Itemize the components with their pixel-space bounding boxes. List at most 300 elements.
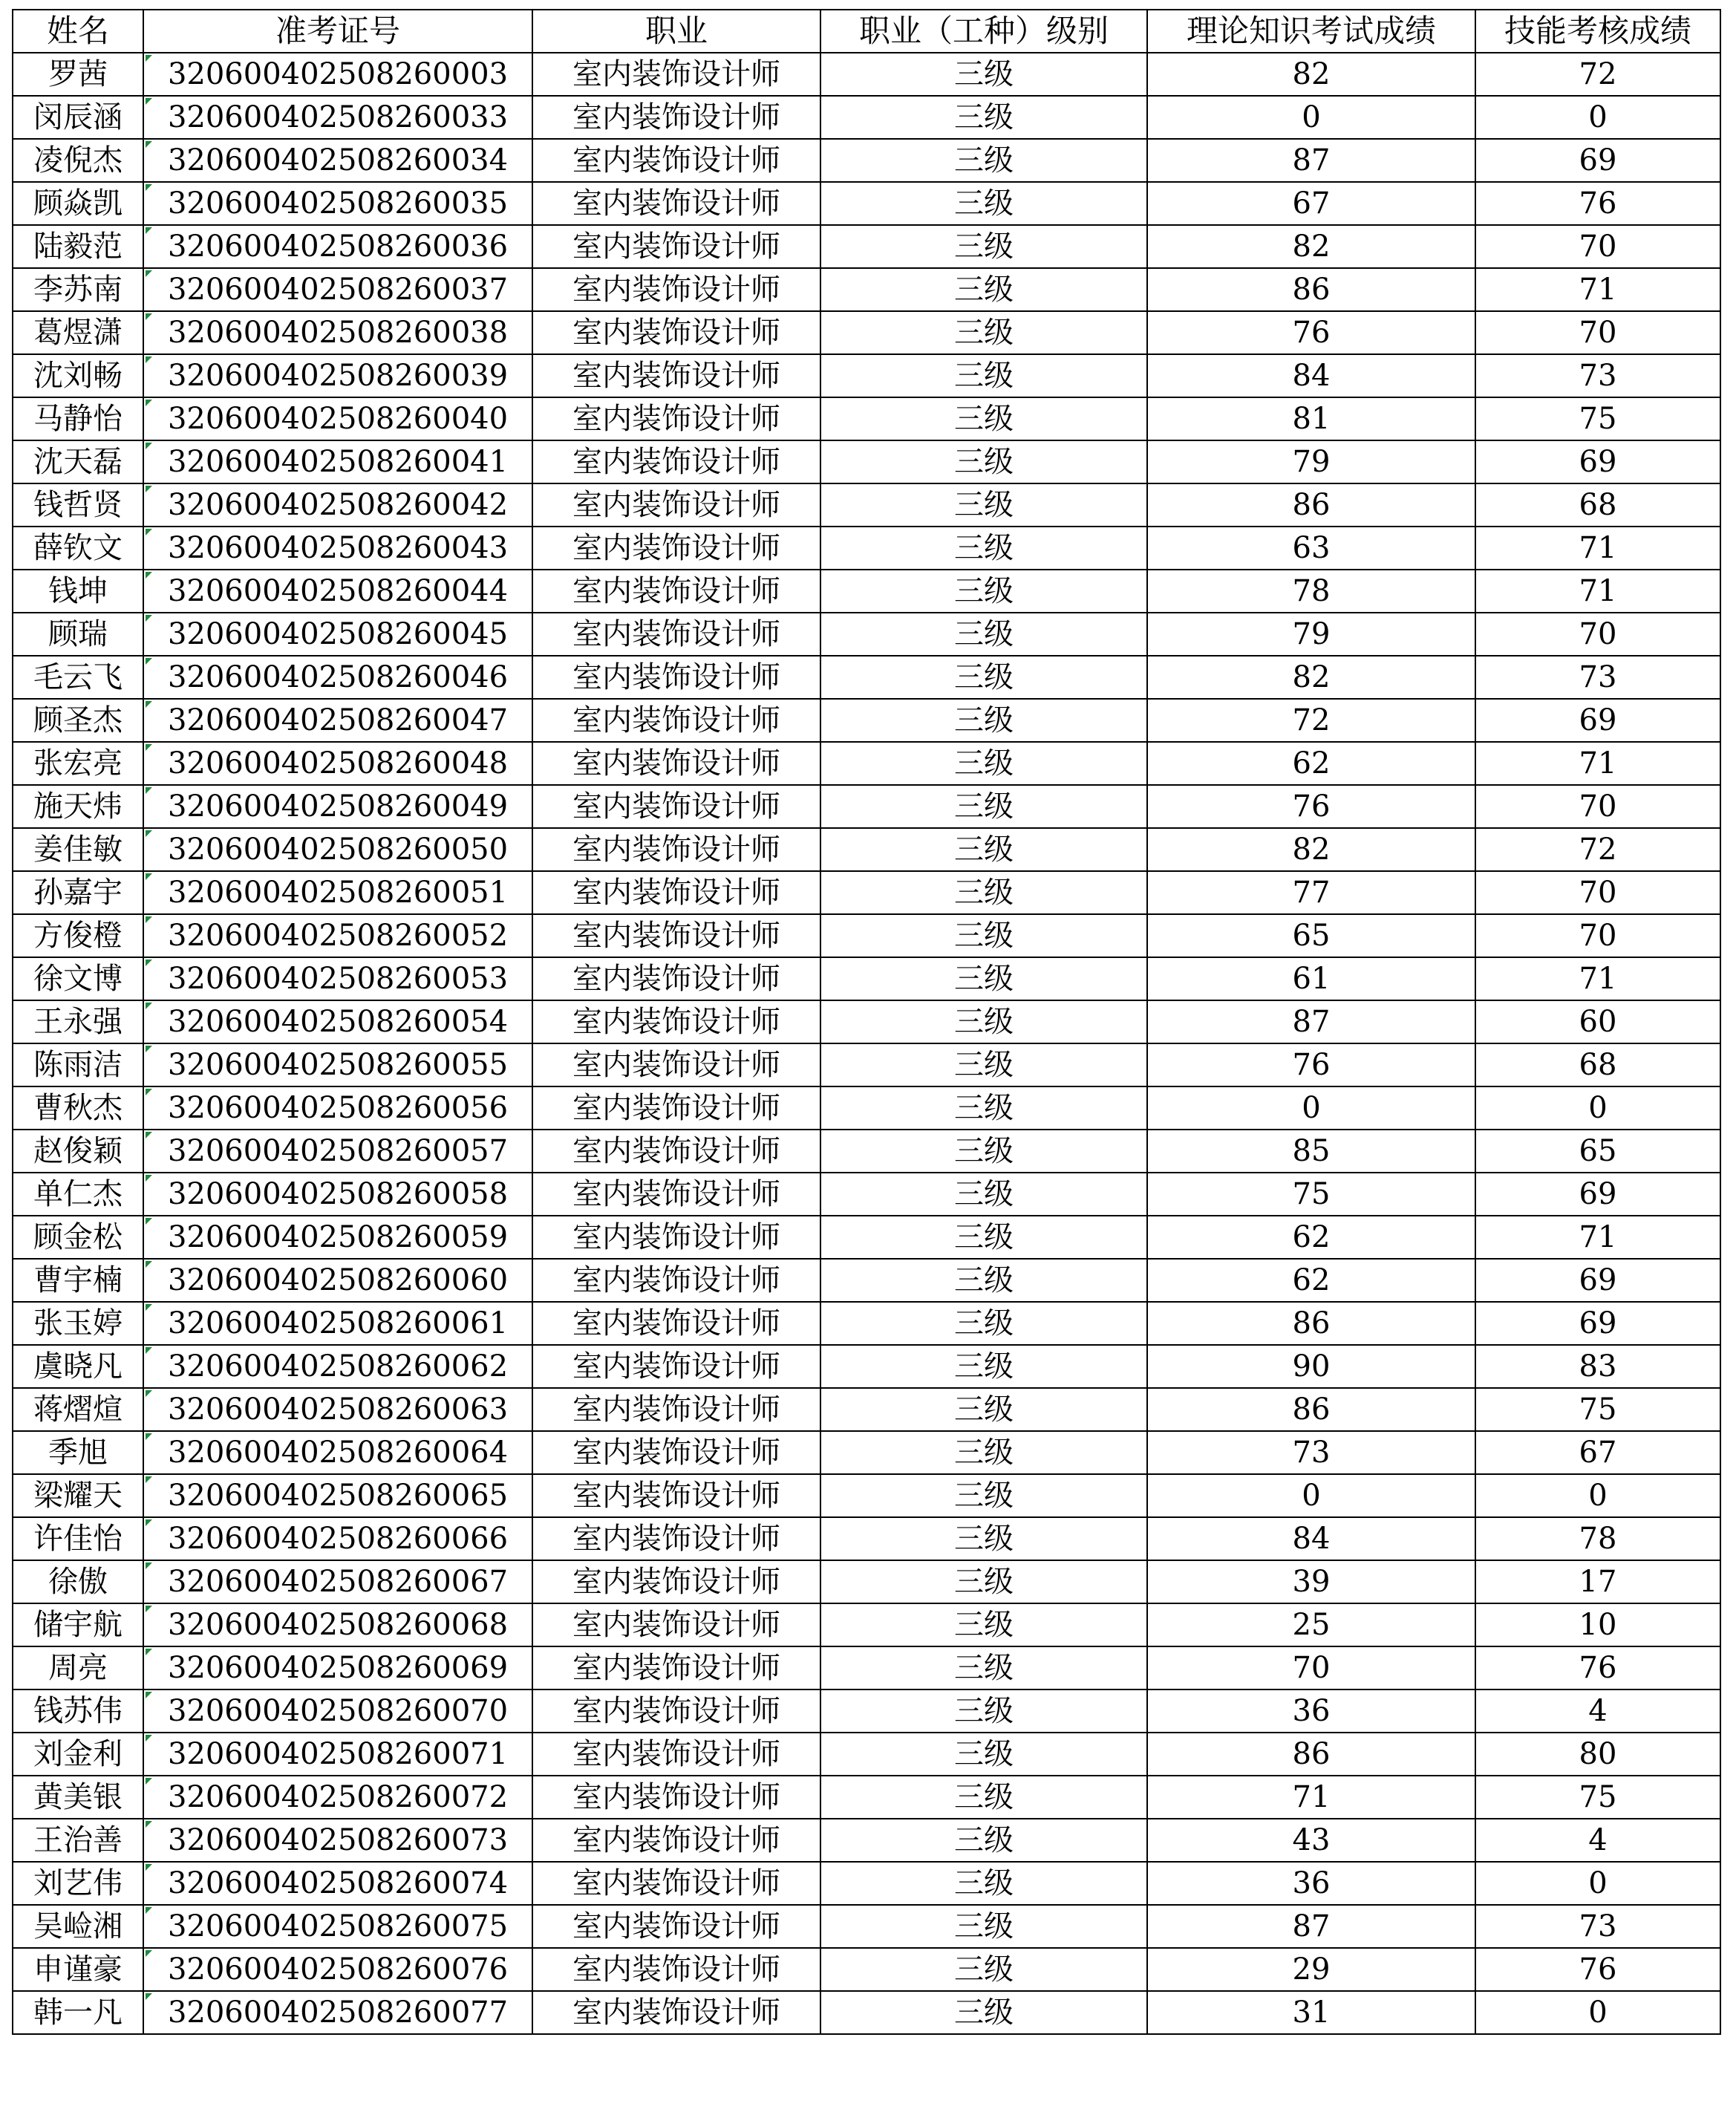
table-row [13,1517,1720,1560]
theory-score-cell: 72 [1147,699,1475,742]
text-format-flag-icon [146,1433,152,1440]
name-cell: 薛钦文 [13,527,143,570]
name-cell: 沈刘畅 [13,354,143,397]
level-cell: 三级 [820,785,1147,828]
exam-id-text: 320600402508260069 [167,1651,509,1685]
table-row [13,828,1720,871]
skill-score-cell: 71 [1475,742,1720,785]
occupation-cell: 室内装饰设计师 [532,225,820,268]
exam-id-cell [143,1905,532,1948]
theory-score-cell: 61 [1147,957,1475,1000]
level-cell: 三级 [820,1991,1147,2034]
exam-id-text: 320600402508260067 [167,1565,509,1599]
skill-score-cell: 0 [1475,1086,1720,1130]
theory-score-cell: 84 [1147,354,1475,397]
level-cell: 三级 [820,699,1147,742]
theory-score-cell: 86 [1147,1733,1475,1776]
level-cell: 三级 [820,570,1147,613]
exam-id-text: 320600402508260070 [167,1694,509,1728]
text-format-flag-icon [146,1692,152,1698]
exam-id-cell [143,1603,532,1646]
text-format-flag-icon [146,701,152,708]
occupation-cell: 室内装饰设计师 [532,1689,820,1733]
level-cell: 三级 [820,957,1147,1000]
level-cell: 三级 [820,1431,1147,1474]
skill-score-cell: 71 [1475,268,1720,311]
skill-score-cell: 73 [1475,1905,1720,1948]
table-row [13,139,1720,182]
exam-id-text: 320600402508260065 [167,1479,509,1513]
text-format-flag-icon [146,1563,152,1569]
exam-id-text: 320600402508260060 [167,1263,509,1297]
exam-id-text: 320600402508260055 [167,1048,509,1082]
skill-score-cell: 78 [1475,1517,1720,1560]
table-row [13,1173,1720,1216]
skill-score-cell: 70 [1475,785,1720,828]
level-cell: 三级 [820,1517,1147,1560]
text-format-flag-icon [146,615,152,622]
level-cell: 三级 [820,1043,1147,1086]
exam-id-cell [143,268,532,311]
exam-id-text: 320600402508260043 [167,531,509,565]
table-row [13,1560,1720,1603]
exam-id-text: 320600402508260052 [167,919,509,953]
skill-score-cell: 71 [1475,527,1720,570]
exam-id-cell [143,1000,532,1043]
theory-score-cell: 70 [1147,1646,1475,1689]
name-cell: 凌倪杰 [13,139,143,182]
text-format-flag-icon [146,1046,152,1052]
header-exam-id: 准考证号 [143,10,532,53]
header-skill-score: 技能考核成绩 [1475,10,1720,53]
exam-id-cell [143,1646,532,1689]
skill-score-cell: 73 [1475,656,1720,699]
occupation-cell: 室内装饰设计师 [532,1991,820,2034]
text-format-flag-icon [146,830,152,837]
occupation-cell: 室内装饰设计师 [532,828,820,871]
text-format-flag-icon [146,1821,152,1828]
name-cell: 方俊橙 [13,914,143,957]
exam-id-cell [143,527,532,570]
theory-score-cell: 78 [1147,570,1475,613]
skill-score-cell: 4 [1475,1819,1720,1862]
exam-id-text: 320600402508260051 [167,876,509,910]
exam-id-cell [143,311,532,354]
skill-score-cell: 65 [1475,1130,1720,1173]
exam-id-cell [143,699,532,742]
name-cell: 申谨豪 [13,1948,143,1991]
exam-id-cell [143,914,532,957]
occupation-cell: 室内装饰设计师 [532,1043,820,1086]
theory-score-cell: 85 [1147,1130,1475,1173]
exam-id-text: 320600402508260050 [167,832,509,867]
theory-score-cell: 76 [1147,785,1475,828]
occupation-cell: 室内装饰设计师 [532,1173,820,1216]
exam-id-cell [143,1173,532,1216]
exam-id-text: 320600402508260036 [167,229,509,264]
table-row [13,1043,1720,1086]
table-row [13,785,1720,828]
occupation-cell: 室内装饰设计师 [532,96,820,139]
skill-score-cell: 71 [1475,570,1720,613]
text-format-flag-icon [146,141,152,148]
theory-score-cell: 71 [1147,1776,1475,1819]
exam-id-cell [143,871,532,914]
name-cell: 顾瑞 [13,613,143,656]
occupation-cell: 室内装饰设计师 [532,527,820,570]
name-cell: 顾圣杰 [13,699,143,742]
exam-id-cell [143,1259,532,1302]
table-row [13,1776,1720,1819]
level-cell: 三级 [820,1733,1147,1776]
occupation-cell: 室内装饰设计师 [532,1948,820,1991]
name-cell: 刘金利 [13,1733,143,1776]
text-format-flag-icon [146,270,152,277]
exam-id-cell [143,1948,532,1991]
exam-id-text: 320600402508260063 [167,1392,509,1427]
theory-score-cell: 76 [1147,311,1475,354]
level-cell: 三级 [820,1948,1147,1991]
theory-score-cell: 87 [1147,1000,1475,1043]
name-cell: 李苏南 [13,268,143,311]
exam-id-text: 320600402508260037 [167,273,509,307]
exam-id-cell [143,1388,532,1431]
exam-id-cell [143,957,532,1000]
name-cell: 王治善 [13,1819,143,1862]
theory-score-cell: 86 [1147,483,1475,527]
exam-id-cell [143,1733,532,1776]
skill-score-cell: 68 [1475,483,1720,527]
header-occupation: 职业 [532,10,820,53]
theory-score-cell: 39 [1147,1560,1475,1603]
theory-score-cell: 82 [1147,225,1475,268]
level-cell: 三级 [820,1905,1147,1948]
name-cell: 虞晓凡 [13,1345,143,1388]
occupation-cell: 室内装饰设计师 [532,742,820,785]
occupation-cell: 室内装饰设计师 [532,1905,820,1948]
table-row [13,1819,1720,1862]
theory-score-cell: 73 [1147,1431,1475,1474]
name-cell: 韩一凡 [13,1991,143,2034]
exam-id-cell [143,785,532,828]
level-cell: 三级 [820,225,1147,268]
exam-id-text: 320600402508260059 [167,1220,509,1254]
table-row [13,53,1720,96]
theory-score-cell: 65 [1147,914,1475,957]
exam-id-text: 320600402508260077 [167,1995,509,2030]
occupation-cell: 室内装饰设计师 [532,268,820,311]
name-cell: 曹秋杰 [13,1086,143,1130]
skill-score-cell: 0 [1475,1862,1720,1905]
table-row [13,1259,1720,1302]
skill-score-cell: 76 [1475,1948,1720,1991]
occupation-cell: 室内装饰设计师 [532,483,820,527]
theory-score-cell: 86 [1147,268,1475,311]
exam-id-text: 320600402508260046 [167,660,509,694]
occupation-cell: 室内装饰设计师 [532,53,820,96]
text-format-flag-icon [146,443,152,449]
exam-id-cell [143,1043,532,1086]
theory-score-cell: 86 [1147,1388,1475,1431]
name-cell: 周亮 [13,1646,143,1689]
occupation-cell: 室内装饰设计师 [532,182,820,225]
exam-id-text: 320600402508260048 [167,746,509,781]
skill-score-cell: 69 [1475,1302,1720,1345]
name-cell: 顾金松 [13,1216,143,1259]
text-format-flag-icon [146,313,152,320]
header-name: 姓名 [13,10,143,53]
level-cell: 三级 [820,96,1147,139]
level-cell: 三级 [820,139,1147,182]
exam-id-text: 320600402508260074 [167,1866,509,1900]
table-row [13,1905,1720,1948]
text-format-flag-icon [146,98,152,105]
text-format-flag-icon [146,227,152,234]
theory-score-cell: 62 [1147,1259,1475,1302]
name-cell: 葛煜潇 [13,311,143,354]
table-row [13,527,1720,570]
exam-id-cell [143,483,532,527]
exam-id-cell [143,225,532,268]
occupation-cell: 室内装饰设计师 [532,1733,820,1776]
exam-id-text: 320600402508260041 [167,445,509,479]
table-row [13,1991,1720,2034]
occupation-cell: 室内装饰设计师 [532,354,820,397]
table-row [13,1130,1720,1173]
text-format-flag-icon [146,486,152,492]
occupation-cell: 室内装饰设计师 [532,957,820,1000]
table-row [13,440,1720,483]
exam-id-text: 320600402508260076 [167,1952,509,1987]
name-cell: 储宇航 [13,1603,143,1646]
level-cell: 三级 [820,1560,1147,1603]
theory-score-cell: 77 [1147,871,1475,914]
name-cell: 张玉婷 [13,1302,143,1345]
name-cell: 吴崄湘 [13,1905,143,1948]
skill-score-cell: 73 [1475,354,1720,397]
occupation-cell: 室内装饰设计师 [532,1474,820,1517]
exam-id-text: 320600402508260058 [167,1177,509,1211]
exam-id-cell [143,1776,532,1819]
skill-score-cell: 0 [1475,96,1720,139]
theory-score-cell: 25 [1147,1603,1475,1646]
table-row [13,742,1720,785]
occupation-cell: 室内装饰设计师 [532,570,820,613]
occupation-cell: 室内装饰设计师 [532,1302,820,1345]
theory-score-cell: 82 [1147,828,1475,871]
skill-score-cell: 4 [1475,1689,1720,1733]
table-row [13,1431,1720,1474]
level-cell: 三级 [820,1259,1147,1302]
name-cell: 许佳怡 [13,1517,143,1560]
name-cell: 季旭 [13,1431,143,1474]
name-cell: 梁耀天 [13,1474,143,1517]
text-format-flag-icon [146,184,152,191]
table-row [13,182,1720,225]
occupation-cell: 室内装饰设计师 [532,1517,820,1560]
skill-score-cell: 76 [1475,1646,1720,1689]
exam-id-cell [143,1689,532,1733]
name-cell: 闵辰涵 [13,96,143,139]
level-cell: 三级 [820,1689,1147,1733]
exam-id-cell [143,1302,532,1345]
level-cell: 三级 [820,1646,1147,1689]
occupation-cell: 室内装饰设计师 [532,311,820,354]
level-cell: 三级 [820,871,1147,914]
exam-id-text: 320600402508260075 [167,1909,509,1943]
theory-score-cell: 84 [1147,1517,1475,1560]
name-cell: 姜佳敏 [13,828,143,871]
skill-score-cell: 70 [1475,871,1720,914]
table-row [13,656,1720,699]
table-row [13,570,1720,613]
name-cell: 单仁杰 [13,1173,143,1216]
occupation-cell: 室内装饰设计师 [532,1862,820,1905]
skill-score-cell: 69 [1475,1259,1720,1302]
exam-id-cell [143,828,532,871]
text-format-flag-icon [146,1304,152,1311]
header-level: 职业（工种）级别 [820,10,1147,53]
exam-id-cell [143,1431,532,1474]
name-cell: 孙嘉宇 [13,871,143,914]
table-row [13,1474,1720,1517]
table-row [13,1388,1720,1431]
exam-id-cell [143,53,532,96]
name-cell: 钱坤 [13,570,143,613]
occupation-cell: 室内装饰设计师 [532,139,820,182]
exam-id-text: 320600402508260053 [167,962,509,996]
exam-id-text: 320600402508260003 [167,57,509,91]
level-cell: 三级 [820,1474,1147,1517]
theory-score-cell: 29 [1147,1948,1475,1991]
table-row [13,1646,1720,1689]
exam-id-text: 320600402508260064 [167,1436,509,1470]
skill-score-cell: 75 [1475,397,1720,440]
level-cell: 三级 [820,742,1147,785]
exam-id-cell [143,613,532,656]
skill-score-cell: 70 [1475,225,1720,268]
exam-id-text: 320600402508260061 [167,1306,509,1340]
text-format-flag-icon [146,1218,152,1225]
exam-id-text: 320600402508260044 [167,574,509,608]
occupation-cell: 室内装饰设计师 [532,397,820,440]
text-format-flag-icon [146,1003,152,1009]
table-row [13,225,1720,268]
exam-id-cell [143,440,532,483]
skill-score-cell: 71 [1475,1216,1720,1259]
skill-score-cell: 80 [1475,1733,1720,1776]
exam-id-text: 320600402508260042 [167,488,509,522]
skill-score-cell: 75 [1475,1388,1720,1431]
exam-id-cell [143,1130,532,1173]
name-cell: 张宏亮 [13,742,143,785]
occupation-cell: 室内装饰设计师 [532,1603,820,1646]
exam-id-text: 320600402508260057 [167,1134,509,1168]
level-cell: 三级 [820,483,1147,527]
occupation-cell: 室内装饰设计师 [532,1819,820,1862]
skill-score-cell: 0 [1475,1991,1720,2034]
level-cell: 三级 [820,311,1147,354]
text-format-flag-icon [146,916,152,923]
exam-id-text: 320600402508260066 [167,1522,509,1556]
theory-score-cell: 62 [1147,1216,1475,1259]
text-format-flag-icon [146,1778,152,1785]
text-format-flag-icon [146,1649,152,1655]
theory-score-cell: 90 [1147,1345,1475,1388]
exam-id-text: 320600402508260073 [167,1823,509,1857]
occupation-cell: 室内装饰设计师 [532,699,820,742]
name-cell: 沈天磊 [13,440,143,483]
name-cell: 徐文博 [13,957,143,1000]
level-cell: 三级 [820,182,1147,225]
theory-score-cell: 0 [1147,1086,1475,1130]
name-cell: 刘艺伟 [13,1862,143,1905]
name-cell: 赵俊颖 [13,1130,143,1173]
theory-score-cell: 79 [1147,440,1475,483]
occupation-cell: 室内装饰设计师 [532,1000,820,1043]
level-cell: 三级 [820,1302,1147,1345]
theory-score-cell: 86 [1147,1302,1475,1345]
level-cell: 三级 [820,1173,1147,1216]
skill-score-cell: 69 [1475,1173,1720,1216]
exam-id-text: 320600402508260054 [167,1005,509,1039]
exam-id-cell [143,656,532,699]
exam-id-text: 320600402508260034 [167,143,509,177]
text-format-flag-icon [146,356,152,363]
table-row [13,914,1720,957]
skill-score-cell: 67 [1475,1431,1720,1474]
theory-score-cell: 82 [1147,656,1475,699]
table-row [13,268,1720,311]
skill-score-cell: 83 [1475,1345,1720,1388]
text-format-flag-icon [146,1089,152,1095]
exam-id-cell [143,1517,532,1560]
header-row [13,10,1720,53]
text-format-flag-icon [146,1735,152,1741]
text-format-flag-icon [146,787,152,794]
skill-score-cell: 72 [1475,828,1720,871]
level-cell: 三级 [820,354,1147,397]
text-format-flag-icon [146,1864,152,1871]
level-cell: 三级 [820,828,1147,871]
theory-score-cell: 36 [1147,1862,1475,1905]
table-row [13,613,1720,656]
exam-id-cell [143,1086,532,1130]
theory-score-cell: 81 [1147,397,1475,440]
exam-id-text: 320600402508260047 [167,703,509,737]
name-cell: 施天炜 [13,785,143,828]
text-format-flag-icon [146,529,152,535]
name-cell: 顾焱凯 [13,182,143,225]
text-format-flag-icon [146,1347,152,1354]
occupation-cell: 室内装饰设计师 [532,440,820,483]
skill-score-cell: 70 [1475,613,1720,656]
level-cell: 三级 [820,1862,1147,1905]
exam-id-cell [143,742,532,785]
header-theory-score: 理论知识考试成绩 [1147,10,1475,53]
occupation-cell: 室内装饰设计师 [532,656,820,699]
theory-score-cell: 87 [1147,139,1475,182]
exam-id-cell [143,182,532,225]
exam-id-cell [143,1345,532,1388]
exam-id-text: 320600402508260039 [167,359,509,393]
theory-score-cell: 0 [1147,96,1475,139]
skill-score-cell: 72 [1475,53,1720,96]
exam-id-cell [143,96,532,139]
name-cell: 曹宇楠 [13,1259,143,1302]
occupation-cell: 室内装饰设计师 [532,613,820,656]
level-cell: 三级 [820,53,1147,96]
